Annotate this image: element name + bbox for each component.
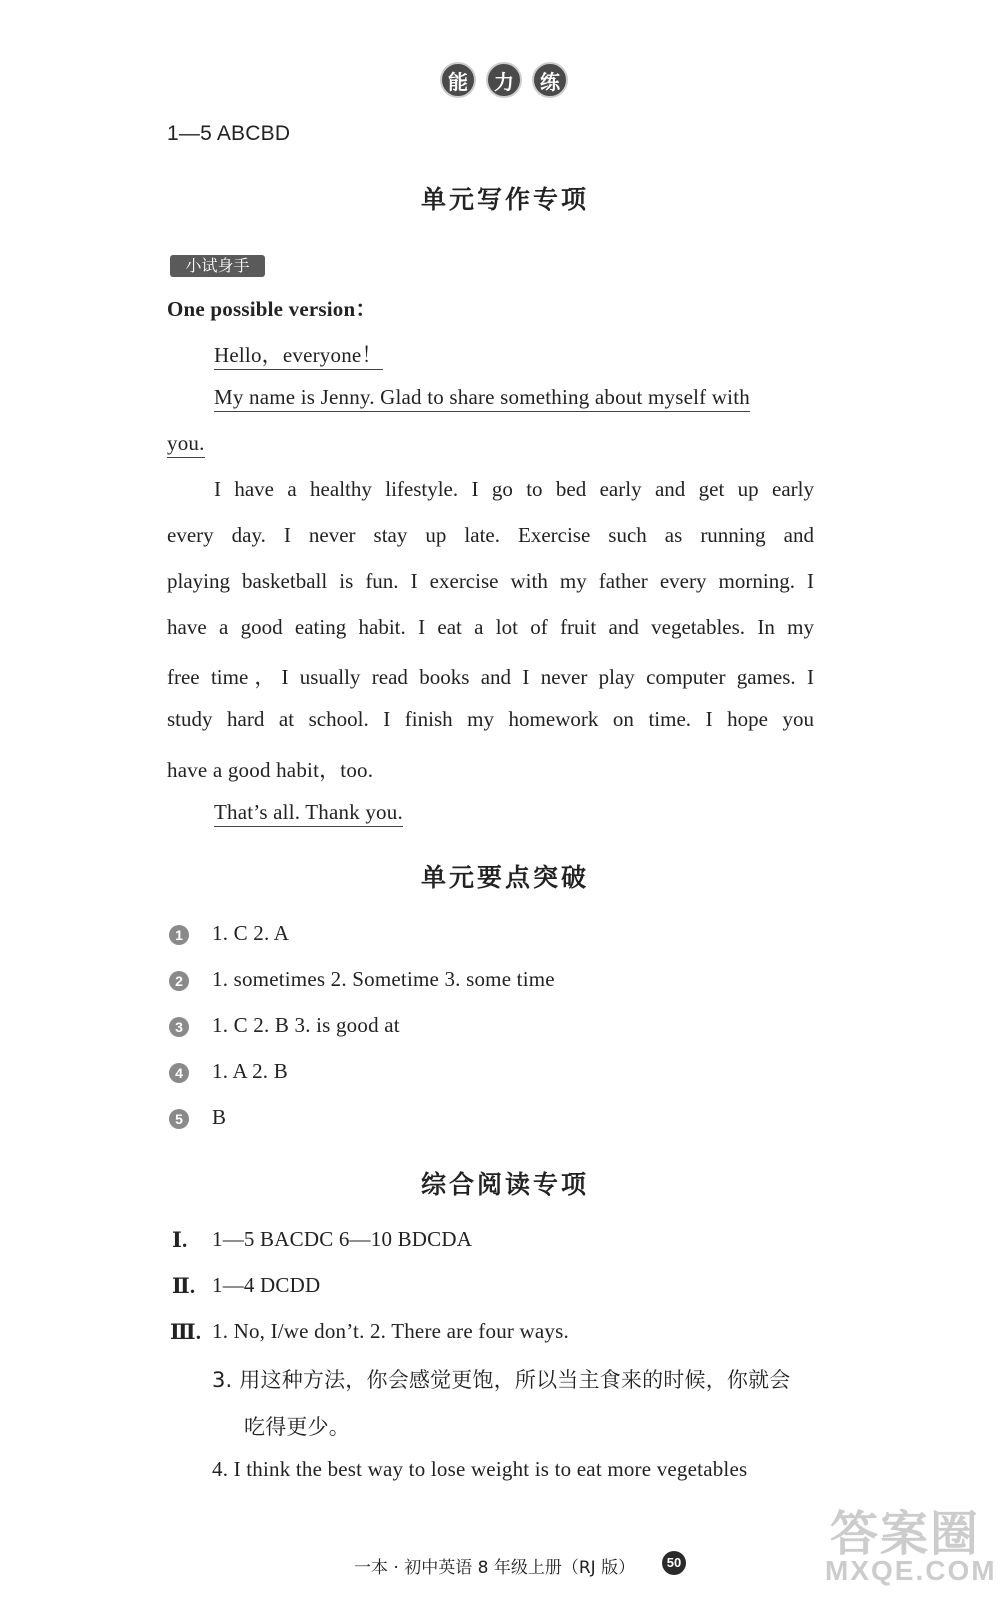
essay-line: playing basketball is fun. I exercise with my father every morning. I <box>167 569 814 593</box>
roman-numeral: Ⅲ. <box>170 1320 202 1344</box>
ability-answers: 1—5 ABCBD <box>167 122 291 145</box>
essay-line-last: have a good habit，too. <box>167 758 374 782</box>
badge-char: 力 <box>486 62 522 98</box>
watermark-text-bottom: MXQE.COM <box>825 1555 997 1586</box>
essay-line: have a good eating habit. I eat a lot of fruit and vegetables. In my <box>167 615 814 639</box>
essay-line: every day. I never stay up late. Exercise such as running and <box>167 523 814 547</box>
writing-section-title: 单元写作专项 <box>420 185 589 214</box>
key-point-answer: B <box>212 1105 227 1129</box>
reading-answer-chinese: 3. 用这种方法，你会感觉更饱，所以当主食来的时候，你就会 <box>212 1368 791 1392</box>
item-number-badge: 2 <box>169 971 189 991</box>
roman-numeral: Ⅰ. <box>172 1228 188 1252</box>
key-point-answer: 1. C 2. A <box>212 921 290 945</box>
reading-answer: 1—5 BACDC 6—10 BDCDA <box>212 1227 473 1251</box>
practice-tag: 小试身手 <box>170 255 265 277</box>
intro-line-1: My name is Jenny. Glad to share something about myself with <box>214 385 750 412</box>
item-number-badge: 3 <box>169 1017 189 1037</box>
roman-numeral: Ⅱ. <box>172 1274 196 1298</box>
essay-line: free time，I usually read books and I never play computer games. I <box>167 665 814 689</box>
reading-section-title: 综合阅读专项 <box>420 1170 589 1199</box>
item-number-badge: 1 <box>169 925 189 945</box>
reading-answer-chinese-cont: 吃得更少。 <box>244 1415 350 1439</box>
badge-char: 能 <box>440 62 476 98</box>
closing-line: That’s all. Thank you. <box>214 800 403 827</box>
intro-line-2: you. <box>167 431 205 458</box>
greeting-line: Hello，everyone！ <box>214 343 383 370</box>
badge-char: 练 <box>532 62 568 98</box>
reading-answer: 4. I think the best way to lose weight is to eat more vegetables <box>212 1457 748 1481</box>
key-point-answer: 1. sometimes 2. Sometime 3. some time <box>212 967 555 991</box>
watermark-logo <box>820 1490 995 1595</box>
page-number: 50 <box>662 1551 686 1575</box>
essay-line: study hard at school. I finish my homework on time. I hope you <box>167 707 814 731</box>
key-point-answer: 1. A 2. B <box>212 1059 288 1083</box>
key-point-answer: 1. C 2. B 3. is good at <box>212 1013 400 1037</box>
item-number-badge: 5 <box>169 1109 189 1129</box>
essay-line: I have a healthy lifestyle. I go to bed early and get up early <box>214 477 814 501</box>
watermark-text-top: 答案圈 <box>830 1506 981 1562</box>
version-label: One possible version： <box>167 297 377 321</box>
footer-book-title: 一本 · 初中英语 8 年级上册（RJ 版） <box>354 1558 636 1578</box>
item-number-badge: 4 <box>169 1063 189 1083</box>
reading-answer: 1. No, I/we don’t. 2. There are four ways. <box>212 1319 569 1343</box>
key-points-title: 单元要点突破 <box>420 863 589 892</box>
section-badge-group <box>440 62 568 98</box>
reading-answer: 1—4 DCDD <box>212 1273 321 1297</box>
